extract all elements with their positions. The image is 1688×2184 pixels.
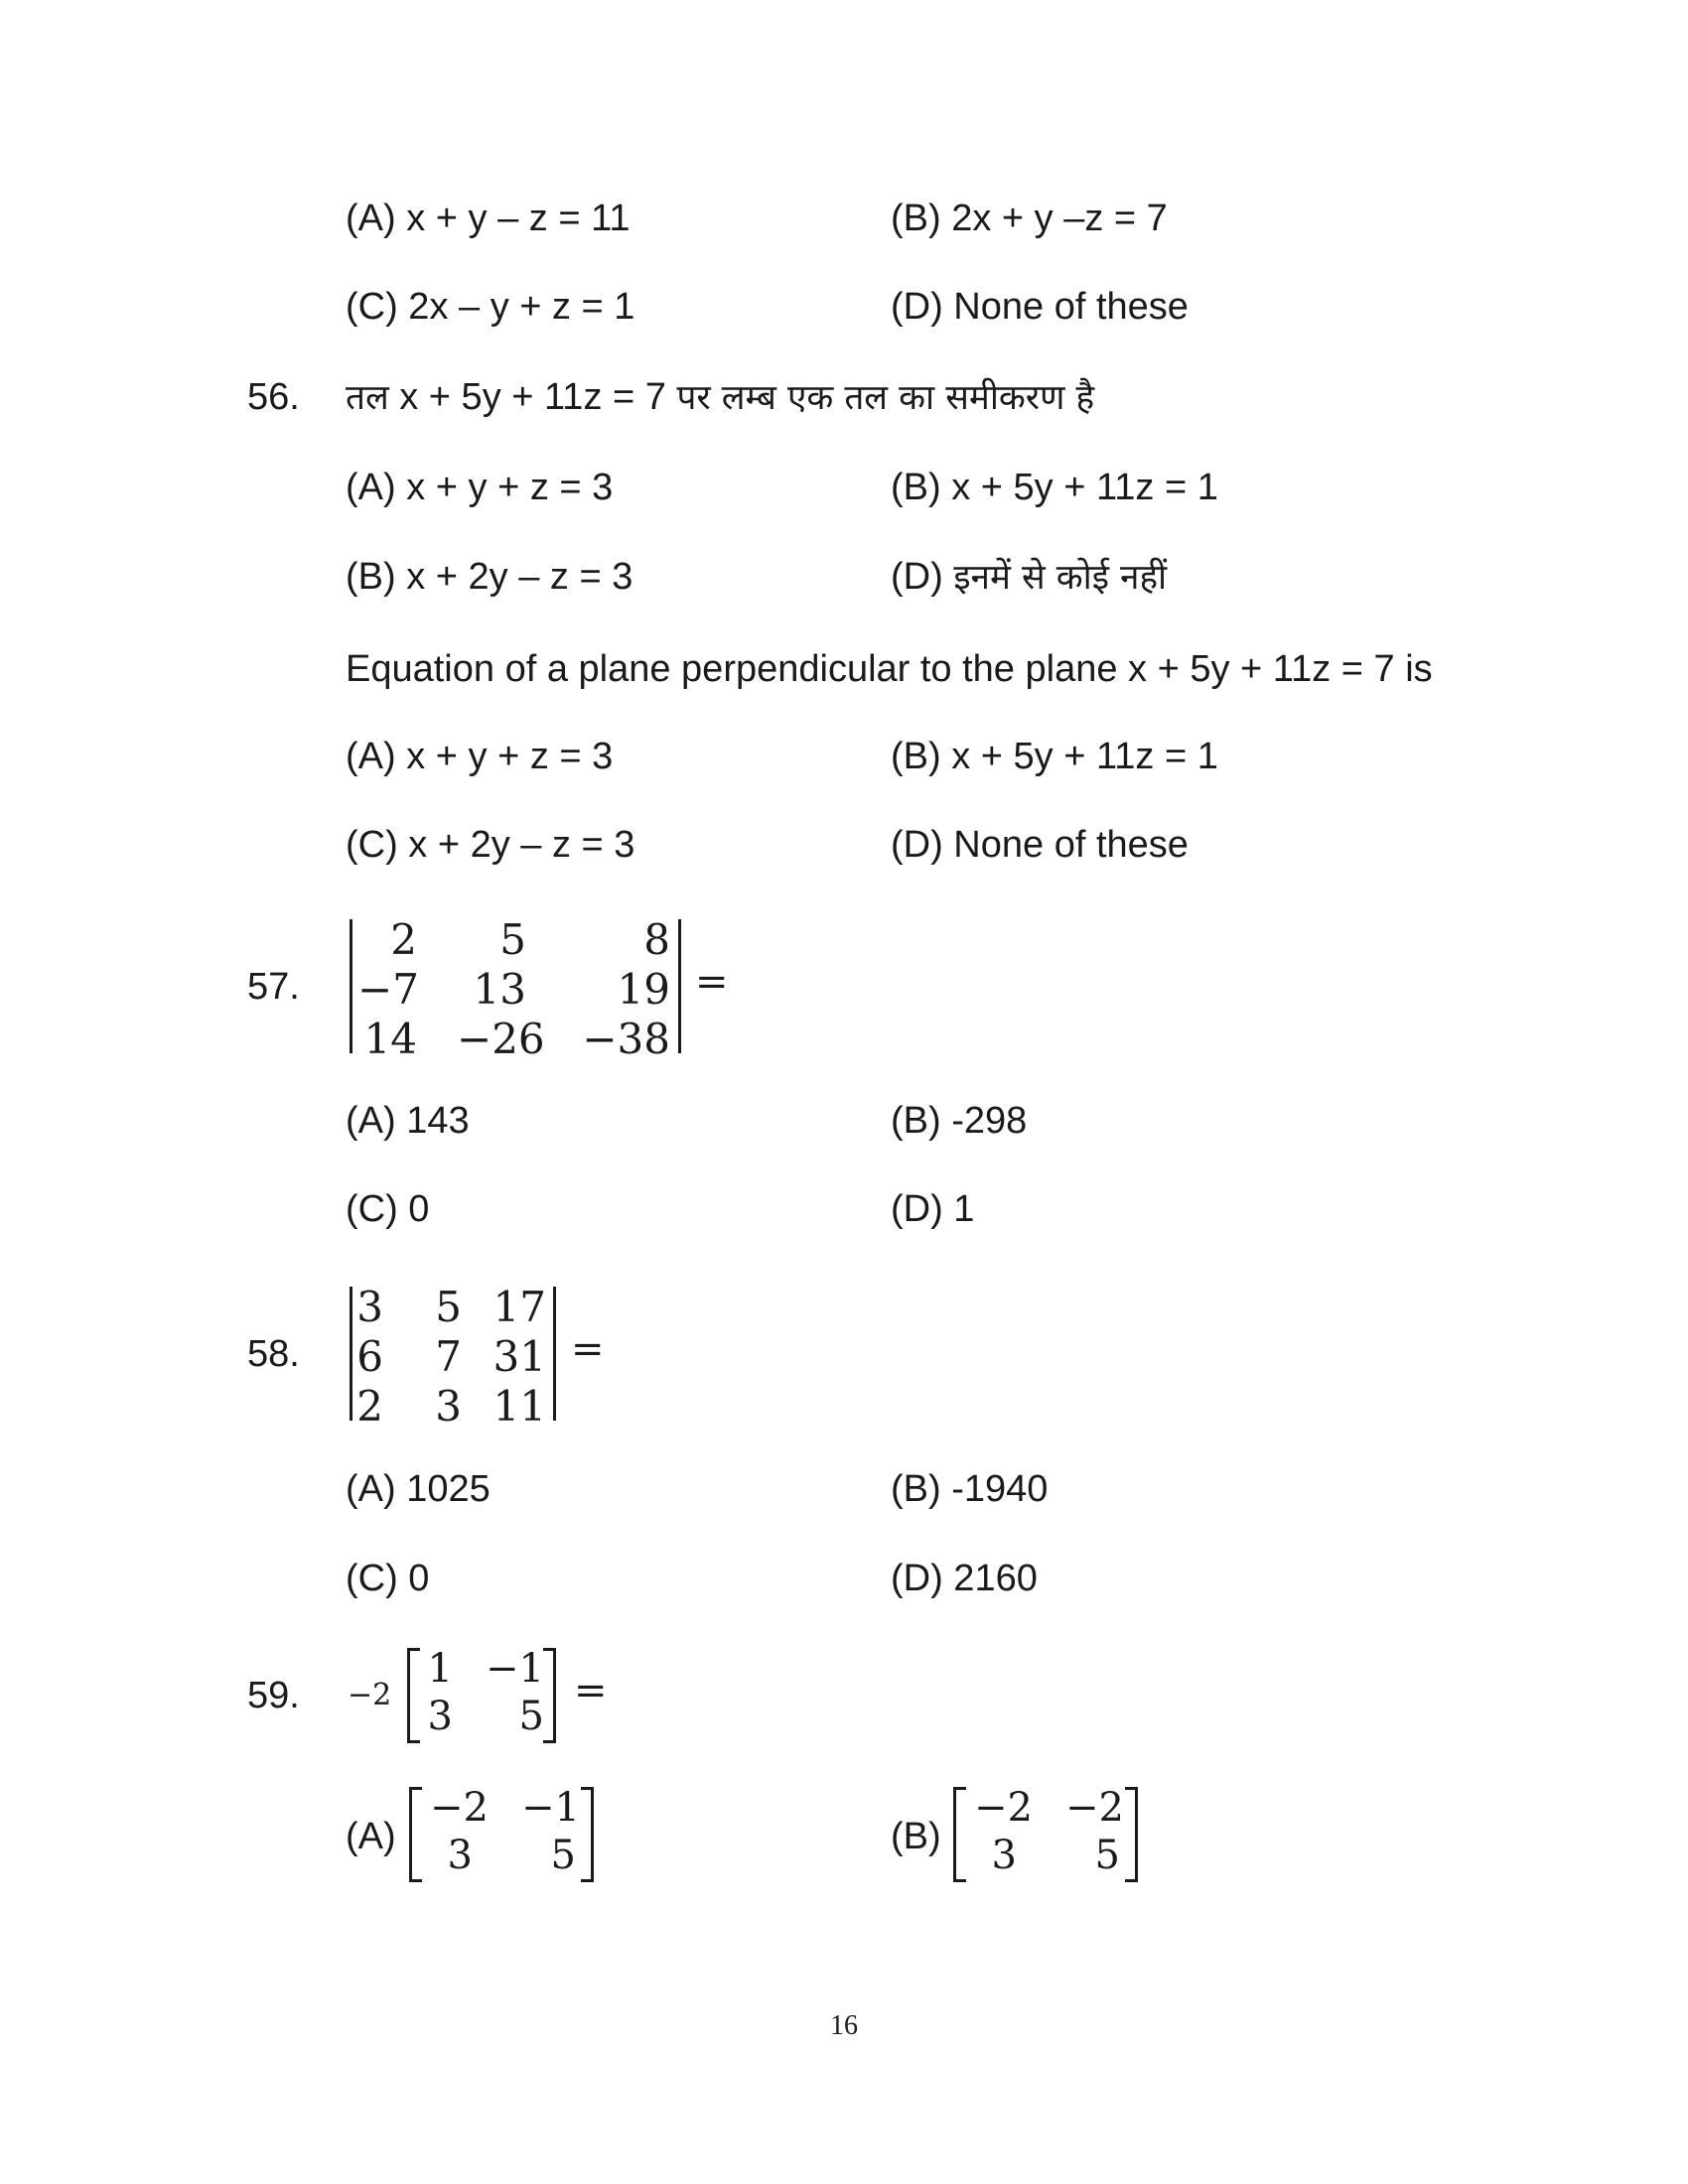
q56-en-option-a: (A) x + y + z = 3 <box>346 736 614 777</box>
matrix-right-bracket <box>543 1648 556 1743</box>
determinant-right-bar <box>553 1287 556 1421</box>
matrix-cell: 3 <box>356 1283 383 1331</box>
matrix-cell: 5 <box>499 915 526 964</box>
q57-option-d: (D) 1 <box>891 1188 975 1230</box>
q59-option-a-label: (A) <box>346 1816 396 1857</box>
matrix-cell: 5 <box>550 1833 576 1878</box>
stem-hindi-part-1: तल <box>346 378 389 418</box>
q56-en-option-b: (B) x + 5y + 11z = 1 <box>891 736 1218 777</box>
matrix-cell: 3 <box>435 1382 462 1431</box>
q56-en-option-c: (C) x + 2y – z = 3 <box>346 824 635 866</box>
q59-matrix <box>407 1648 556 1743</box>
matrix-cell: 3 <box>447 1833 473 1878</box>
matrix-cell: −2 <box>1065 1785 1124 1831</box>
matrix-cell: 19 <box>617 965 670 1014</box>
matrix-cell: −1 <box>521 1785 580 1831</box>
matrix-cell: −7 <box>357 965 419 1014</box>
q58-option-d: (D) 2160 <box>891 1558 1038 1599</box>
q58-option-c: (C) 0 <box>346 1558 430 1599</box>
matrix-cell: 11 <box>492 1382 546 1431</box>
matrix-cell: 7 <box>435 1332 462 1381</box>
q56-hi-option-d <box>891 555 1167 600</box>
q59-option-a-matrix <box>409 1787 594 1882</box>
q56-hi-option-d-label: (D) <box>891 556 943 598</box>
q58-option-b: (B) -1940 <box>891 1468 1049 1510</box>
matrix-cell: 17 <box>492 1283 546 1331</box>
q57-option-c: (C) 0 <box>346 1188 430 1230</box>
q58-determinant <box>348 1283 556 1431</box>
question-56-number: 56. <box>247 376 300 418</box>
matrix-cell: −2 <box>974 1785 1033 1831</box>
prev-option-a: (A) x + y – z = 11 <box>346 198 631 239</box>
matrix-cell: 31 <box>492 1332 546 1381</box>
stem-math: x + 5y + 11z = 7 <box>399 376 666 418</box>
q59-equals-sign: = <box>574 1668 608 1713</box>
q56-en-option-d: (D) None of these <box>891 824 1189 866</box>
q59-option-b-label: (B) <box>891 1816 941 1857</box>
matrix-cell: 13 <box>473 965 526 1014</box>
determinant-right-bar <box>678 919 681 1053</box>
matrix-cell: 3 <box>427 1694 453 1739</box>
q59-option-b-matrix <box>953 1787 1138 1882</box>
q57-option-b: (B) -298 <box>891 1100 1028 1142</box>
matrix-cell: 2 <box>356 1382 383 1431</box>
q58-option-a: (A) 1025 <box>346 1468 491 1510</box>
matrix-cell: 2 <box>390 915 417 964</box>
matrix-cell: 1 <box>427 1646 453 1692</box>
matrix-cell: 8 <box>643 915 670 964</box>
q56-hi-option-b: (B) x + 5y + 11z = 1 <box>891 467 1218 508</box>
prev-option-c: (C) 2x – y + z = 1 <box>346 286 635 328</box>
matrix-cell: 5 <box>1094 1833 1120 1878</box>
prev-option-b: (B) 2x + y –z = 7 <box>891 198 1168 239</box>
matrix-right-bracket <box>1125 1787 1138 1882</box>
question-59-number: 59. <box>247 1675 300 1716</box>
matrix-cell: 14 <box>363 1015 417 1063</box>
matrix-cell: −1 <box>486 1646 544 1692</box>
determinant-left-bar <box>350 919 352 1053</box>
matrix-cell: −38 <box>582 1015 670 1063</box>
determinant-left-bar <box>350 1287 352 1421</box>
matrix-cell: −2 <box>430 1785 489 1831</box>
question-56-stem-english: Equation of a plane perpendicular to the plane x + 5y + 11z = 7 is <box>346 648 1433 690</box>
matrix-cell: 5 <box>435 1283 462 1331</box>
stem-hindi-part-2: पर लम्ब एक तल का समीकरण है <box>676 378 1095 418</box>
q57-option-a: (A) 143 <box>346 1100 470 1142</box>
q56-hi-option-c: (B) x + 2y – z = 3 <box>346 556 633 598</box>
matrix-cell: 5 <box>518 1694 544 1739</box>
q59-scalar: −2 <box>348 1678 392 1712</box>
matrix-cell: 6 <box>356 1332 383 1381</box>
q56-hi-option-d-text: इनमें से कोई नहीं <box>953 558 1168 598</box>
q57-determinant <box>348 915 681 1063</box>
question-56-stem-hindi <box>346 375 1094 420</box>
q56-hi-option-a: (A) x + y + z = 3 <box>346 467 614 508</box>
q57-equals-sign: = <box>695 959 729 1005</box>
prev-option-d: (D) None of these <box>891 286 1189 328</box>
question-58-number: 58. <box>247 1333 300 1375</box>
matrix-cell: −26 <box>457 1015 545 1063</box>
question-57-number: 57. <box>247 966 300 1008</box>
matrix-right-bracket <box>581 1787 594 1882</box>
matrix-cell: 3 <box>991 1833 1017 1878</box>
q58-equals-sign: = <box>571 1326 605 1372</box>
page-number: 16 <box>830 2010 858 2041</box>
